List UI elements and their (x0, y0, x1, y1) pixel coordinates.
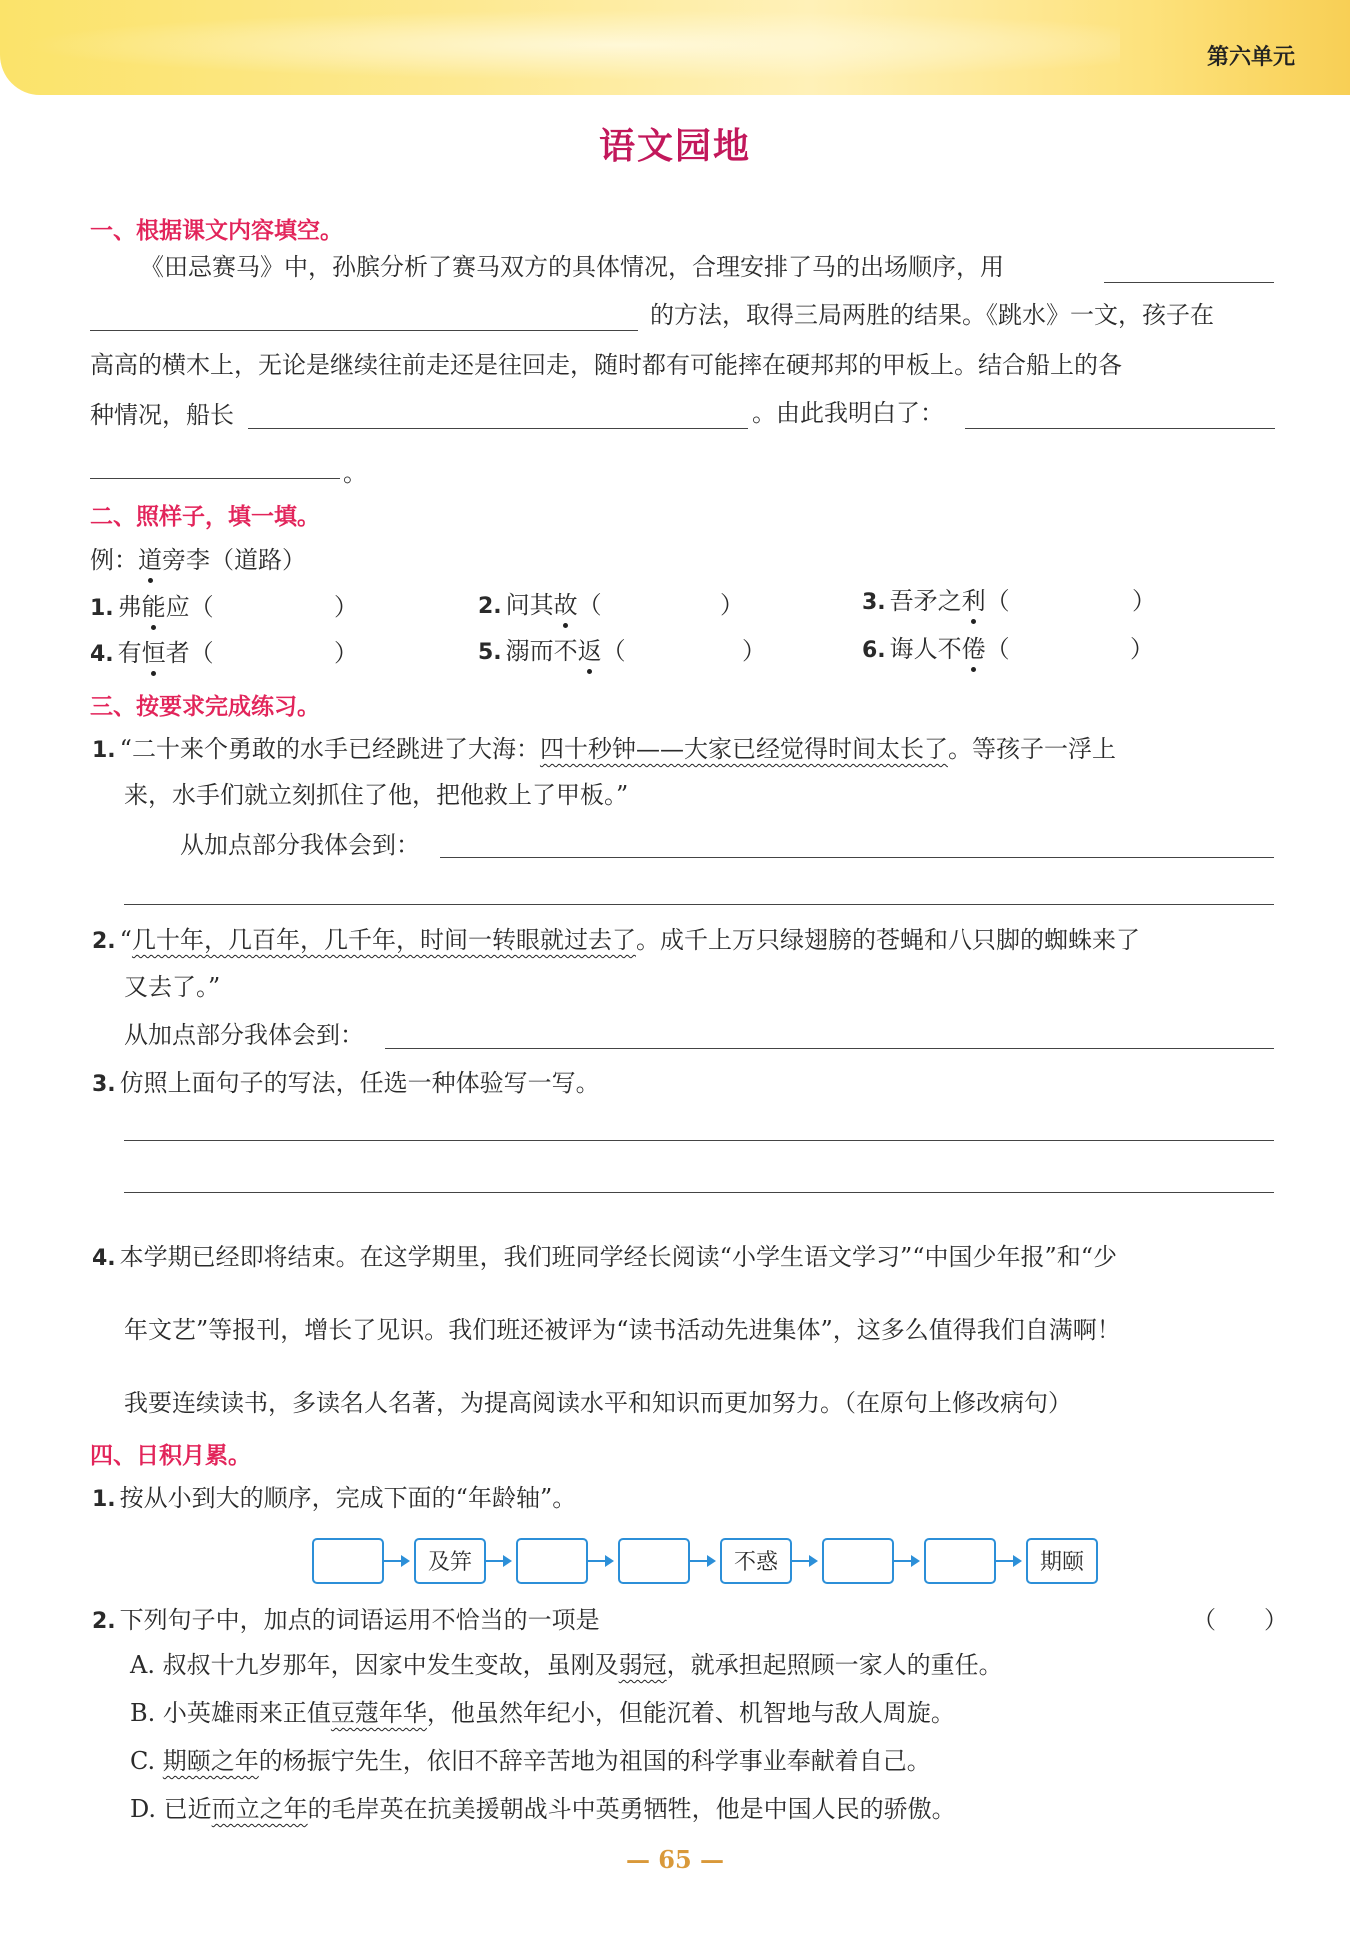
s1-blank2[interactable] (90, 330, 638, 331)
s1-blank1[interactable] (1104, 282, 1274, 283)
s3-q4-line1[interactable]: 4. 本学期已经即将结束。在这学期里，我们班同学经长阅读“小学生语文学习”“中国少年报”和“少 (92, 1243, 1118, 1271)
s4-option-b[interactable]: B. 小英雄雨来正值豆蔻年华，他虽然年纪小，但能沉着、机智地与敌人周旋。 (130, 1699, 955, 1727)
section3-heading: 三、按要求完成练习。 (90, 694, 320, 720)
s2-item-4: 4. 有恒者（ (90, 639, 214, 667)
s1-line2: 的方法，取得三局两胜的结果。《跳水》一文，孩子在 (650, 301, 1214, 329)
s2-item-3-close: ） (1132, 587, 1156, 615)
age-axis-box-5: 不惑 (720, 1538, 792, 1584)
age-axis-arrow (690, 1560, 714, 1562)
s1-line5: 。 (343, 459, 367, 487)
section2-heading: 二、照样子，填一填。 (90, 504, 320, 530)
s2-item-5: 5. 溺而不返（ (478, 637, 626, 665)
s4-option-c[interactable]: C. 期颐之年的杨振宁先生，依旧不辞辛苦地为祖国的科学事业奉献着自己。 (130, 1747, 931, 1775)
s4-q1: 1. 按从小到大的顺序，完成下面的“年龄轴”。 (92, 1484, 577, 1512)
s3-q2-answer-line[interactable] (385, 1048, 1274, 1049)
s2-item-4-close: ） (334, 639, 358, 667)
s2-item-2: 2. 问其故（ (478, 591, 602, 619)
s4-option-a[interactable]: A. 叔叔十九岁那年，因家中发生变故，虽刚及弱冠，就承担起照顾一家人的重任。 (130, 1651, 1003, 1679)
s2-item-1: 1. 弗能应（ (90, 593, 214, 621)
age-axis-arrow (894, 1560, 918, 1562)
age-axis-arrow (996, 1560, 1020, 1562)
s2-item-1-close: ） (334, 593, 358, 621)
age-axis-box-8: 期颐 (1026, 1538, 1098, 1584)
s2-item-5-close: ） (742, 637, 766, 665)
age-axis-arrow (588, 1560, 612, 1562)
s1-line4a: 种情况，船长 (90, 401, 234, 429)
s4-option-d[interactable]: D. 已近而立之年的毛岸英在抗美援朝战斗中英勇牺牲，他是中国人民的骄傲。 (130, 1795, 956, 1823)
s3-q4-line2[interactable]: 年文艺”等报刊，增长了见识。我们班还被评为“读书活动先进集体”，这多么值得我们自满啊！ (124, 1316, 1121, 1344)
s3-q3-answer-line1[interactable] (124, 1140, 1274, 1141)
age-axis-box-6[interactable] (822, 1538, 894, 1584)
s3-q2-line1: 2. “几十年，几百年，几千年，时间一转眼就过去了。成千上万只绿翅膀的苍蝇和八只脚的蜘蛛来了 (92, 926, 1140, 954)
s1-blank5[interactable] (90, 478, 340, 479)
unit-label: 第六单元 (1206, 45, 1295, 70)
s3-q4-line3[interactable]: 我要连续读书，多读名人名著，为提高阅读水平和知识而更加努力。（在原句上修改病句） (124, 1389, 1072, 1417)
age-axis-box-2: 及笄 (414, 1538, 486, 1584)
s3-q1-line1: 1. “二十来个勇敢的水手已经跳进了大海：四十秒钟——大家已经觉得时间太长了。等孩子一浮上 (92, 735, 1116, 763)
header-banner (0, 0, 1350, 95)
age-axis-box-7[interactable] (924, 1538, 996, 1584)
s2-item-6-close: ） (1130, 635, 1154, 663)
s3-q1-answer-line1[interactable] (440, 857, 1274, 858)
s1-blank3[interactable] (248, 428, 748, 429)
age-axis-box-1[interactable] (312, 1538, 384, 1584)
age-axis-arrow (384, 1560, 408, 1562)
s2-item-2-close: ） (720, 591, 744, 619)
s3-q1-prompt: 从加点部分我体会到： (180, 831, 420, 859)
s2-example: 例：道旁李（道路） (90, 546, 306, 574)
s3-q3: 3. 仿照上面句子的写法，任选一种体验写一写。 (92, 1069, 600, 1097)
s3-q1-line2: 来，水手们就立刻抓住了他，把他救上了甲板。” (124, 781, 629, 809)
s3-q2-line2: 又去了。” (124, 973, 221, 1001)
s1-blank4[interactable] (965, 428, 1275, 429)
s1-line4b: 。由此我明白了： (752, 399, 944, 427)
s2-item-6: 6. 诲人不倦（ (862, 635, 1010, 663)
s3-q3-answer-line2[interactable] (124, 1192, 1274, 1193)
s3-q1-answer-line2[interactable] (124, 904, 1274, 905)
s3-q2-prompt: 从加点部分我体会到： (124, 1021, 364, 1049)
age-axis-arrow (792, 1560, 816, 1562)
section1-heading: 一、根据课文内容填空。 (90, 218, 343, 244)
page-title: 语文园地 (598, 126, 751, 167)
s4-q2: 2. 下列句子中，加点的词语运用不恰当的一项是 (92, 1606, 600, 1634)
page-number: — 65 — (625, 1845, 725, 1874)
age-axis-arrow (486, 1560, 510, 1562)
section4-heading: 四、日积月累。 (90, 1443, 251, 1469)
s4-q2-answer-bracket[interactable]: （ ） (1192, 1606, 1288, 1634)
s1-line1: 《田忌赛马》中，孙膑分析了赛马双方的具体情况，合理安排了马的出场顺序，用 (140, 253, 1004, 281)
age-axis-box-4[interactable] (618, 1538, 690, 1584)
age-axis-box-3[interactable] (516, 1538, 588, 1584)
s2-item-3: 3. 吾矛之利（ (862, 587, 1010, 615)
s1-line3: 高高的横木上，无论是继续往前走还是往回走，随时都有可能摔在硬邦邦的甲板上。结合船上的各 (90, 351, 1122, 379)
